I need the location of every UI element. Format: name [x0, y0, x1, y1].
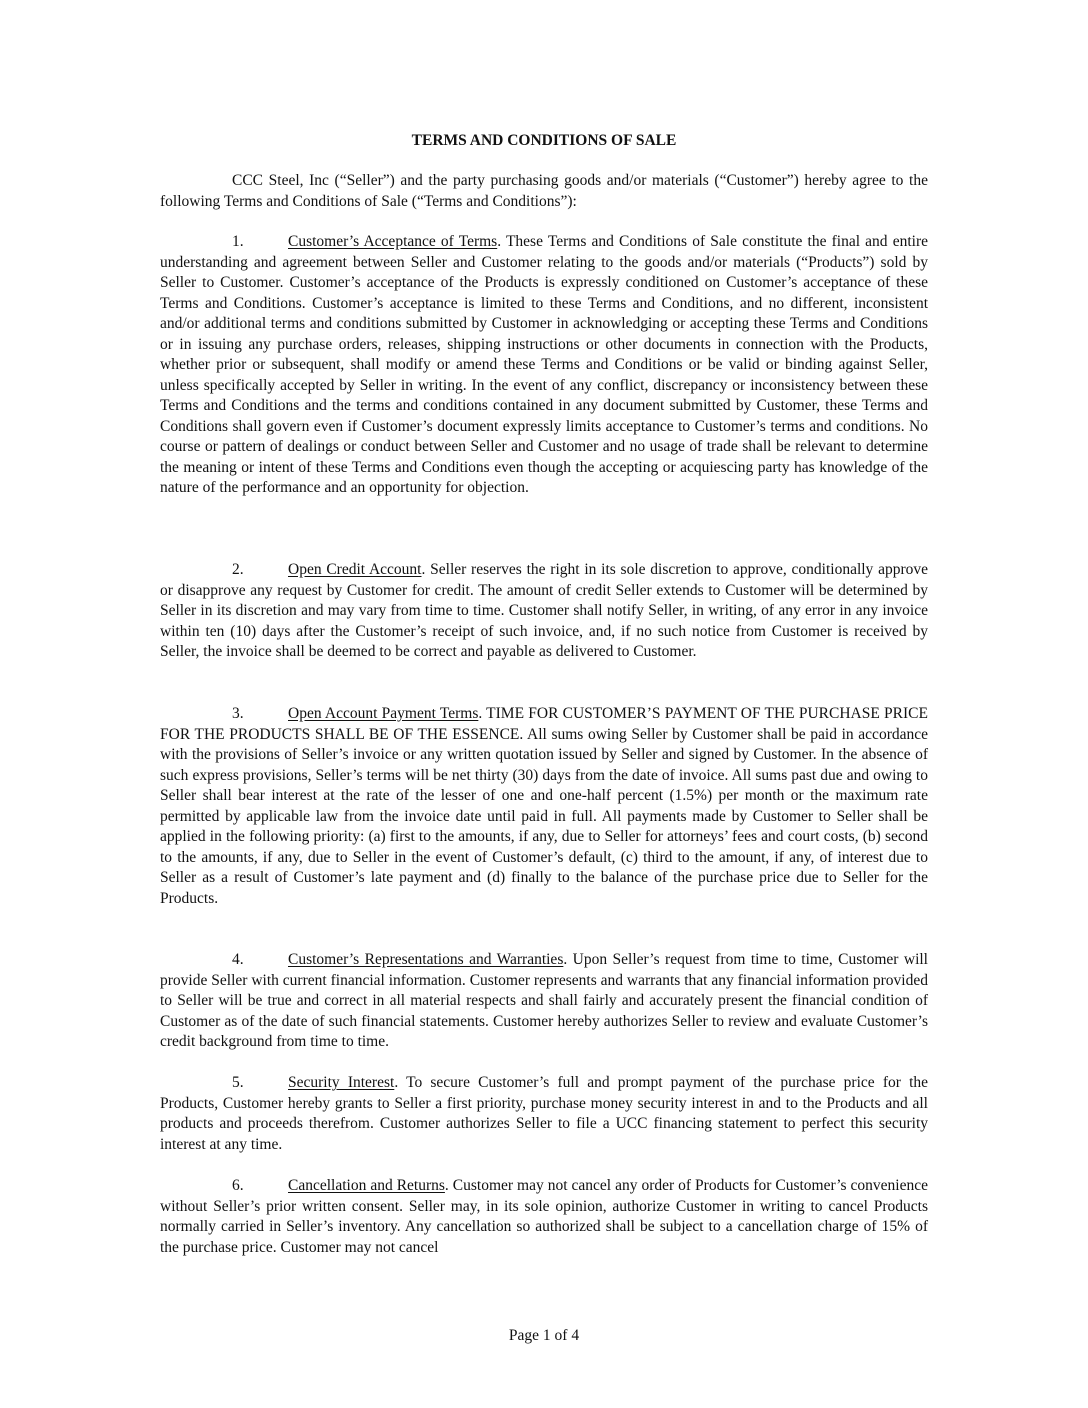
- section-body: . TIME FOR CUSTOMER’S PAYMENT OF THE PURCHASE PRICE FOR THE PRODUCTS SHALL BE OF THE ESSENCE. All sums owing Seller by Customer shall be paid in accordance with the provisions of Seller’s invoice or any written quotation issued by Seller and signed by Customer. In the absence of such express provisions, Seller’s terms will be net thirty (30) days from the date of invoice. All sums past due and owing to Seller shall bear interest at the rate of the lesser of one and one-half percent (1.5%) per month or the maximum rate permitted by applicable law from the invoice date until paid in full. All payments made by Customer to Seller shall be applied in the following priority: (a) first to the amounts, if any, due to Seller for attorneys’ fees and court costs, (b) second to the amounts, if any, due to Seller in the event of Customer’s default, (c) third to the amount, if any, of interest due to Seller as a result of Customer’s late payment and (d) finally to the balance of the purchase price due to Seller for the Products.: [160, 705, 928, 907]
- section-3: [160, 704, 928, 909]
- section-number: 2.: [232, 561, 244, 578]
- section-2: [160, 560, 928, 663]
- section-number: 3.: [232, 705, 244, 722]
- section-6: [160, 1176, 928, 1258]
- section-1: [160, 232, 928, 499]
- section-heading: Customer’s Representations and Warranties: [288, 951, 564, 968]
- section-number: 6.: [232, 1177, 244, 1194]
- document-title: TERMS AND CONDITIONS OF SALE: [411, 132, 677, 149]
- section-heading: Security Interest: [288, 1074, 395, 1091]
- section-body: . Customer may not cancel any order of Products for Customer’s convenience without Seller’s prior written consent. Seller may, in its sole opinion, authorize Customer in writing to cancel Products normally carried in Seller’s inventory. Any cancellation so authorized shall be subject to a cancellation charge of 15% of the purchase price. Customer may not cancel: [160, 1177, 928, 1256]
- section-5: [160, 1073, 928, 1155]
- section-number: 5.: [232, 1074, 244, 1091]
- section-heading: Customer’s Acceptance of Terms: [288, 233, 498, 250]
- section-body: . These Terms and Conditions of Sale constitute the final and entire understanding and agreement between Seller and Customer relating to the goods and/or materials (“Products”) sold by Seller to Customer. Customer’s acceptance of the Products is expressly conditioned on Customer’s acceptance of these Terms and Conditions. Customer’s acceptance is limited to these Terms and Conditions, and no different, inconsistent and/or additional terms and conditions submitted by Customer in acknowledging or accepting these Terms and Conditions or in issuing any purchase orders, releases, shipping instructions or other documents in connection with the Products, whether prior or subsequent, shall modify or amend these Terms and Conditions or be valid or binding against Seller, unless specifically accepted by Seller in writing. In the event of any conflict, discrepancy or inconsistency between these Terms and Conditions and the terms and conditions contained in any document submitted by Customer, these Terms and Conditions shall govern even if Customer’s document expressly limits acceptance to Customer’s terms and conditions. No course or pattern of dealings or conduct between Seller and Customer and no usage of trade shall be relevant to determine the meaning or intent of these Terms and Conditions even though the accepting or acquiescing party has knowledge of the nature of the performance and an opportunity for objection.: [160, 233, 928, 496]
- section-body: . To secure Customer’s full and prompt payment of the purchase price for the Products, Customer hereby grants to Seller a first priority, purchase money security interest in and to the Products and all products and proceeds therefrom. Customer authorizes Seller to file a UCC financing statement to perfect this security interest at any time.: [160, 1074, 929, 1153]
- section-4: [160, 950, 928, 1053]
- section-number: 1.: [232, 233, 244, 250]
- section-heading: Cancellation and Returns: [288, 1177, 445, 1194]
- section-body: . Upon Seller’s request from time to time, Customer will provide Seller with current financial information. Customer represents and warrants that any financial information provided to Seller will be true and correct in all material respects and shall fairly and accurately present the financial condition of Customer as of the date of such financial statements. Customer hereby authorizes Seller to review and evaluate Customer’s credit background from time to time.: [160, 951, 928, 1050]
- intro-paragraph: CCC Steel, Inc (“Seller”) and the party purchasing goods and/or materials (“Customer”) hereby agree to the following Terms and Conditions of Sale (“Terms and Conditions”):: [160, 172, 928, 210]
- section-heading: Open Credit Account: [288, 561, 422, 578]
- section-heading: Open Account Payment Terms: [288, 705, 479, 722]
- section-body: . Seller reserves the right in its sole discretion to approve, conditionally approve or disapprove any request by Customer for credit. The amount of credit Seller extends to Customer will be determined by Seller in its discretion and may vary from time to time. Customer shall notify Seller, in writing, of any error in any invoice within ten (10) days after the Customer’s receipt of such invoice, and, if no such notice from Customer is received by Seller, the invoice shall be deemed to be correct and payable as delivered to Customer.: [160, 561, 928, 660]
- page-number-footer: Page 1 of 4: [508, 1327, 580, 1344]
- section-number: 4.: [232, 951, 244, 968]
